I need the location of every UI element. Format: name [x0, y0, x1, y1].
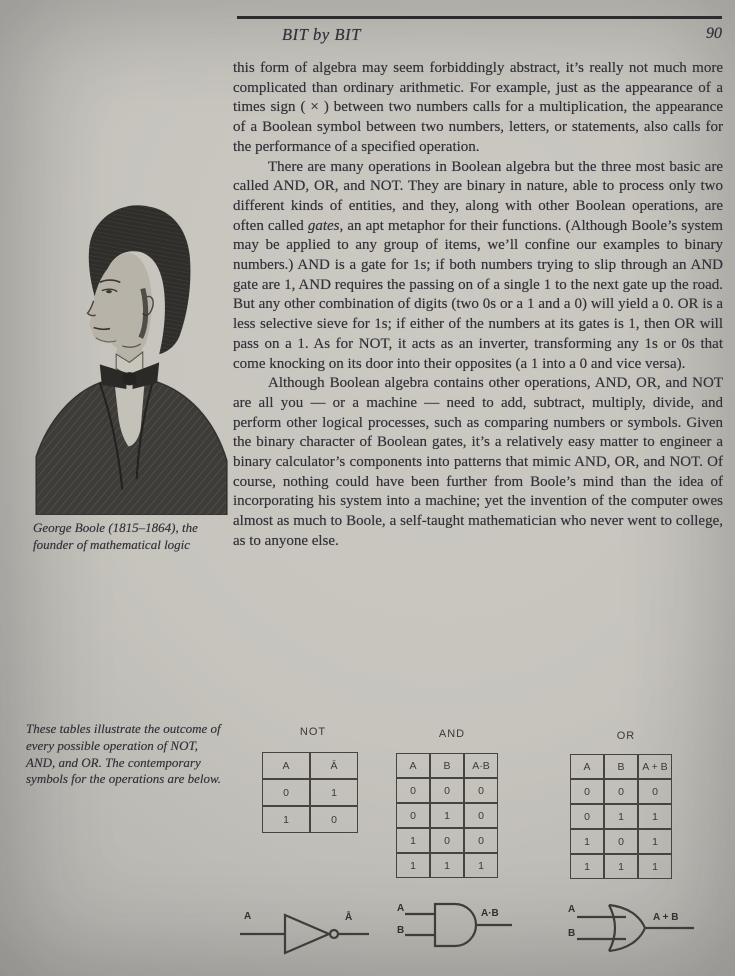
table-cell: 0 — [604, 779, 638, 804]
table-cell: 0 — [396, 803, 430, 828]
not-gate-output-label: Ā — [345, 912, 353, 923]
paragraph-3: Although Boolean algebra contains other operations, AND, OR, and NOT are all you — or a machine — need to add, subtract, multiply, divide, and perform other logical processes, such as comparing numbers or symbols. Given the binary character of Boolean gates, it’s a relatively easy matter to engineer a binary calculator’s components into patterns that mimic AND, OR, and NOT. Of course, nothing could have been further from Boole’s mind than the idea of incorporating his system into a machine; yet the invention of the computer owes almost as much to Boole, a self-taught mathematician who never went to college, as to anyone else. — [233, 375, 723, 549]
table-label-not: NOT — [299, 726, 327, 738]
table-header-cell: A — [396, 753, 430, 778]
truth-table-and — [396, 753, 498, 878]
table-cell: 1 — [604, 804, 638, 829]
and-gate-body — [435, 904, 476, 946]
table-cell: 0 — [638, 779, 672, 804]
and-gate-output-label: A·B — [481, 908, 499, 919]
table-cell: 1 — [638, 854, 672, 879]
not-gate-input-label: A — [244, 911, 252, 922]
table-label-and: AND — [438, 728, 466, 740]
table-header-cell: Ā — [310, 752, 358, 779]
table-cell: 1 — [262, 806, 310, 833]
and-gate-input-b-label: B — [397, 925, 405, 936]
table-cell: 0 — [396, 778, 430, 803]
or-gate-input-a-label: A — [568, 904, 576, 915]
table-cell: 0 — [570, 779, 604, 804]
table-cell: 1 — [396, 853, 430, 878]
or-gate-output-label: A + B — [653, 912, 679, 923]
table-cell: 0 — [262, 779, 310, 806]
table-cell: 0 — [310, 806, 358, 833]
table-cell: 1 — [396, 828, 430, 853]
george-boole-portrait — [27, 182, 234, 515]
table-header-cell: A·B — [464, 753, 498, 778]
table-cell: 1 — [464, 853, 498, 878]
not-gate-triangle — [285, 915, 329, 953]
table-cell: 1 — [638, 829, 672, 854]
table-cell: 1 — [430, 803, 464, 828]
table-cell: 1 — [638, 804, 672, 829]
page-number: 90 — [706, 25, 722, 42]
table-header-cell: B — [430, 753, 464, 778]
table-cell: 0 — [430, 828, 464, 853]
table-cell: 0 — [430, 778, 464, 803]
table-header-cell: A — [570, 754, 604, 779]
table-header-cell: B — [604, 754, 638, 779]
paragraph-2-pre: There are many operations in Boolean algebra but the three most basic are called AND, OR, and NOT. They are binary in nature, able to process only two different kinds of entities, and they, along with other Boolean operations, are often called — [233, 158, 723, 234]
table-cell: 1 — [570, 854, 604, 879]
paragraph-1: this form of algebra may seem forbiddingly abstract, it’s really not much more complicated than ordinary arithmetic. For example, just as the appearance of a times sign ( × ) between two numbers calls for a multiplication, the appearance of a Boolean symbol between two numbers, letters, or statements, also calls for the performance of a specified operation. — [233, 60, 723, 155]
portrait-caption: George Boole (1815–1864), the founder of mathematical logic — [33, 520, 198, 552]
table-cell: 0 — [464, 778, 498, 803]
table-cell: 1 — [570, 829, 604, 854]
table-cell: 1 — [430, 853, 464, 878]
or-gate-diagram — [564, 898, 734, 958]
truth-table-or — [570, 754, 672, 879]
not-gate-diagram — [238, 903, 373, 958]
and-gate-input-a-label: A — [397, 903, 405, 914]
body-text — [233, 59, 723, 552]
paragraph-2-italic-word: gates — [307, 217, 340, 234]
paragraph-2-post: , an apt metaphor for their functions. (Although Boole’s system may be applied to any group of items, we’ll confine our examples to binary numbers.) AND is a gate for 1s; if both numbers trying to slip through an AND gate are 1, AND requires the passing on of a single 1 to the next gate up the road. But any other combination of digits (two 0s or a 1 and a 0) will yield a 0. OR is a less selective sieve for 1s; if either of the numbers at its gates is 1, then OR will pass on a 1. As for NOT, it acts as an inverter, transforming any 1s or 0s that come knocking on its door into their opposites (a 1 into a 0 and vice versa). — [233, 217, 723, 372]
table-cell: 1 — [604, 854, 638, 879]
or-gate-back-arc — [609, 905, 615, 951]
table-cell: 0 — [464, 803, 498, 828]
table-cell: 0 — [464, 828, 498, 853]
table-cell: 0 — [604, 829, 638, 854]
running-title: BIT by BIT — [282, 25, 362, 44]
tables-caption: These tables illustrate the outcome of every possible operation of NOT, AND, and OR. The contemporary symbols for the operations are below. — [26, 721, 221, 787]
table-header-cell: A + B — [638, 754, 672, 779]
or-gate-input-b-label: B — [568, 928, 576, 939]
table-cell: 0 — [570, 804, 604, 829]
and-gate-diagram — [392, 898, 527, 958]
paragraph-2 — [233, 158, 723, 375]
truth-table-not — [262, 752, 358, 833]
table-header-cell: A — [262, 752, 310, 779]
table-cell: 1 — [310, 779, 358, 806]
table-label-or: OR — [616, 730, 636, 742]
header-rule — [237, 16, 722, 19]
